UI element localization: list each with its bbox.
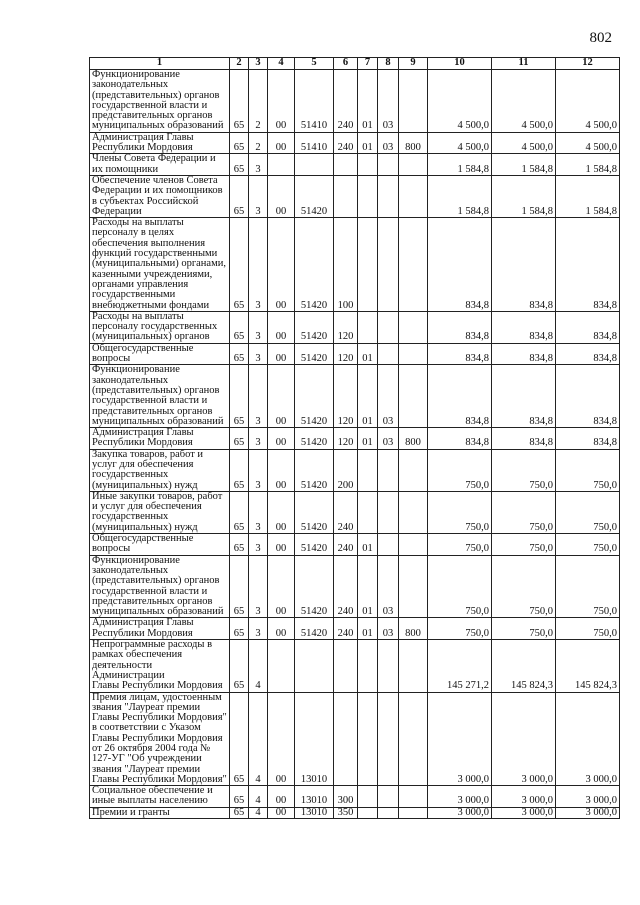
- table-row: [90, 786, 620, 808]
- amount-cell: 834,8: [428, 311, 492, 343]
- code-cell: [399, 175, 428, 217]
- amount-cell: 3 000,0: [556, 692, 620, 786]
- code-cell: 03: [378, 618, 399, 640]
- amount-cell: 834,8: [428, 218, 492, 312]
- table-row: [90, 343, 620, 365]
- code-cell: 200: [334, 449, 358, 491]
- row-name-cell: Функционирование законодательных (представительных) органов государственной власти и представительных органов муниципальных образований: [90, 70, 230, 133]
- code-cell: [268, 154, 295, 176]
- amount-cell: 1 584,8: [556, 154, 620, 176]
- code-cell: 00: [268, 491, 295, 533]
- code-cell: 4: [249, 807, 268, 818]
- row-name-cell: Расходы на выплаты персоналу государственных (муниципальных) органов: [90, 311, 230, 343]
- code-cell: 65: [230, 692, 249, 786]
- code-cell: 00: [268, 70, 295, 133]
- code-cell: [358, 218, 378, 312]
- code-cell: 120: [334, 365, 358, 428]
- code-cell: 65: [230, 365, 249, 428]
- amount-cell: 834,8: [428, 343, 492, 365]
- row-name-cell: Социальное обеспечение и иные выплаты населению: [90, 786, 230, 808]
- code-cell: 00: [268, 132, 295, 154]
- amount-cell: 750,0: [556, 534, 620, 556]
- code-cell: 300: [334, 786, 358, 808]
- amount-cell: 4 500,0: [556, 70, 620, 133]
- amount-cell: 750,0: [556, 555, 620, 618]
- code-cell: 800: [399, 618, 428, 640]
- code-cell: 3: [249, 365, 268, 428]
- code-cell: 4: [249, 692, 268, 786]
- column-header: 7: [358, 58, 378, 70]
- code-cell: 3: [249, 491, 268, 533]
- code-cell: 120: [334, 311, 358, 343]
- code-cell: 4: [249, 640, 268, 692]
- code-cell: 3: [249, 311, 268, 343]
- row-name-cell: Общегосударственные вопросы: [90, 534, 230, 556]
- code-cell: 65: [230, 618, 249, 640]
- amount-cell: 750,0: [428, 534, 492, 556]
- code-cell: 65: [230, 807, 249, 818]
- code-cell: [358, 640, 378, 692]
- code-cell: [378, 175, 399, 217]
- amount-cell: 834,8: [556, 428, 620, 450]
- code-cell: [399, 154, 428, 176]
- code-cell: 00: [268, 449, 295, 491]
- code-cell: 13010: [295, 807, 334, 818]
- code-cell: 03: [378, 555, 399, 618]
- amount-cell: 1 584,8: [428, 175, 492, 217]
- code-cell: 13010: [295, 786, 334, 808]
- code-cell: 3: [249, 175, 268, 217]
- code-cell: 01: [358, 555, 378, 618]
- amount-cell: 3 000,0: [428, 692, 492, 786]
- code-cell: [399, 692, 428, 786]
- table-row: [90, 640, 620, 692]
- code-cell: [399, 449, 428, 491]
- code-cell: 00: [268, 534, 295, 556]
- code-cell: 51420: [295, 428, 334, 450]
- column-header: 12: [556, 58, 620, 70]
- code-cell: 65: [230, 640, 249, 692]
- amount-cell: 750,0: [428, 555, 492, 618]
- code-cell: 2: [249, 70, 268, 133]
- column-header: 4: [268, 58, 295, 70]
- column-header: 8: [378, 58, 399, 70]
- code-cell: 2: [249, 132, 268, 154]
- column-header: 1: [90, 58, 230, 70]
- table-row: [90, 365, 620, 428]
- column-header: 3: [249, 58, 268, 70]
- row-name-cell: Общегосударственные вопросы: [90, 343, 230, 365]
- row-name-cell: Закупка товаров, работ и услуг для обеспечения государственных (муниципальных) нужд: [90, 449, 230, 491]
- code-cell: 65: [230, 534, 249, 556]
- column-header: 2: [230, 58, 249, 70]
- column-header: 11: [492, 58, 556, 70]
- code-cell: 65: [230, 175, 249, 217]
- amount-cell: 1 584,8: [492, 175, 556, 217]
- code-cell: 00: [268, 807, 295, 818]
- amount-cell: 834,8: [492, 365, 556, 428]
- code-cell: 240: [334, 618, 358, 640]
- amount-cell: 4 500,0: [492, 70, 556, 133]
- code-cell: [378, 807, 399, 818]
- code-cell: 00: [268, 786, 295, 808]
- amount-cell: 3 000,0: [556, 807, 620, 818]
- code-cell: 65: [230, 132, 249, 154]
- code-cell: [268, 640, 295, 692]
- code-cell: 240: [334, 70, 358, 133]
- code-cell: 00: [268, 618, 295, 640]
- code-cell: [358, 692, 378, 786]
- amount-cell: 834,8: [492, 311, 556, 343]
- code-cell: 51420: [295, 365, 334, 428]
- code-cell: [295, 640, 334, 692]
- row-name-cell: Непрограммные расходы в рамках обеспечения деятельности Администрации Главы Республики Мордовия: [90, 640, 230, 692]
- table-row: [90, 311, 620, 343]
- amount-cell: 750,0: [428, 491, 492, 533]
- amount-cell: 145 824,3: [492, 640, 556, 692]
- amount-cell: 834,8: [492, 218, 556, 312]
- code-cell: 00: [268, 218, 295, 312]
- code-cell: [334, 640, 358, 692]
- amount-cell: 3 000,0: [492, 692, 556, 786]
- amount-cell: 3 000,0: [492, 786, 556, 808]
- code-cell: 01: [358, 132, 378, 154]
- code-cell: 00: [268, 428, 295, 450]
- code-cell: [378, 640, 399, 692]
- code-cell: 100: [334, 218, 358, 312]
- amount-cell: 750,0: [428, 449, 492, 491]
- budget-table: [89, 57, 620, 819]
- code-cell: [334, 154, 358, 176]
- amount-cell: 4 500,0: [492, 132, 556, 154]
- code-cell: 240: [334, 132, 358, 154]
- amount-cell: 3 000,0: [428, 786, 492, 808]
- code-cell: [358, 786, 378, 808]
- code-cell: 3: [249, 449, 268, 491]
- column-header: 9: [399, 58, 428, 70]
- code-cell: 00: [268, 343, 295, 365]
- table-row: [90, 132, 620, 154]
- amount-cell: 4 500,0: [556, 132, 620, 154]
- amount-cell: 3 000,0: [428, 807, 492, 818]
- code-cell: [358, 311, 378, 343]
- code-cell: 51420: [295, 449, 334, 491]
- code-cell: 65: [230, 311, 249, 343]
- amount-cell: 145 824,3: [556, 640, 620, 692]
- table-row: [90, 807, 620, 818]
- code-cell: 120: [334, 428, 358, 450]
- amount-cell: 3 000,0: [556, 786, 620, 808]
- code-cell: 13010: [295, 692, 334, 786]
- amount-cell: 834,8: [492, 428, 556, 450]
- code-cell: 800: [399, 428, 428, 450]
- code-cell: 240: [334, 534, 358, 556]
- code-cell: 350: [334, 807, 358, 818]
- code-cell: [399, 311, 428, 343]
- code-cell: [399, 534, 428, 556]
- amount-cell: 750,0: [556, 618, 620, 640]
- code-cell: [358, 491, 378, 533]
- code-cell: [378, 343, 399, 365]
- code-cell: 65: [230, 786, 249, 808]
- amount-cell: 145 271,2: [428, 640, 492, 692]
- code-cell: 65: [230, 449, 249, 491]
- code-cell: [358, 175, 378, 217]
- code-cell: 03: [378, 365, 399, 428]
- code-cell: 51420: [295, 491, 334, 533]
- row-name-cell: Обеспечение членов Совета Федерации и их помощников в субъектах Российской Федерации: [90, 175, 230, 217]
- code-cell: 01: [358, 534, 378, 556]
- code-cell: [358, 807, 378, 818]
- amount-cell: 750,0: [492, 618, 556, 640]
- code-cell: 00: [268, 555, 295, 618]
- amount-cell: 1 584,8: [428, 154, 492, 176]
- amount-cell: 834,8: [428, 365, 492, 428]
- table-row: [90, 618, 620, 640]
- code-cell: 3: [249, 428, 268, 450]
- amount-cell: 750,0: [492, 534, 556, 556]
- code-cell: 00: [268, 311, 295, 343]
- code-cell: 01: [358, 365, 378, 428]
- amount-cell: 750,0: [492, 449, 556, 491]
- code-cell: [399, 491, 428, 533]
- table-row: [90, 692, 620, 786]
- amount-cell: 834,8: [492, 343, 556, 365]
- code-cell: [378, 692, 399, 786]
- amount-cell: 750,0: [556, 449, 620, 491]
- amount-cell: 4 500,0: [428, 70, 492, 133]
- row-name-cell: Функционирование законодательных (представительных) органов государственной власти и представительных органов муниципальных образований: [90, 365, 230, 428]
- code-cell: 3: [249, 154, 268, 176]
- code-cell: 800: [399, 132, 428, 154]
- amount-cell: 750,0: [492, 491, 556, 533]
- column-header: 10: [428, 58, 492, 70]
- code-cell: 65: [230, 428, 249, 450]
- code-cell: [378, 154, 399, 176]
- amount-cell: 834,8: [556, 365, 620, 428]
- table-row: [90, 175, 620, 217]
- code-cell: [378, 449, 399, 491]
- code-cell: [358, 449, 378, 491]
- code-cell: 65: [230, 491, 249, 533]
- table-header-row: [90, 58, 620, 70]
- amount-cell: 834,8: [556, 311, 620, 343]
- page-number: 802: [589, 30, 612, 46]
- row-name-cell: Иные закупки товаров, работ и услуг для обеспечения государственных (муниципальных) нужд: [90, 491, 230, 533]
- code-cell: 01: [358, 618, 378, 640]
- table-row: [90, 218, 620, 312]
- code-cell: [378, 491, 399, 533]
- code-cell: [295, 154, 334, 176]
- table-row: [90, 154, 620, 176]
- code-cell: 3: [249, 343, 268, 365]
- code-cell: 51410: [295, 70, 334, 133]
- code-cell: 00: [268, 692, 295, 786]
- table-row: [90, 534, 620, 556]
- row-name-cell: Администрация Главы Республики Мордовия: [90, 618, 230, 640]
- amount-cell: 750,0: [556, 491, 620, 533]
- code-cell: 3: [249, 218, 268, 312]
- code-cell: [334, 175, 358, 217]
- code-cell: [358, 154, 378, 176]
- code-cell: [399, 786, 428, 808]
- row-name-cell: Члены Совета Федерации и их помощники: [90, 154, 230, 176]
- column-header: 5: [295, 58, 334, 70]
- row-name-cell: Функционирование законодательных (представительных) органов государственной власти и представительных органов муниципальных образований: [90, 555, 230, 618]
- code-cell: 65: [230, 218, 249, 312]
- code-cell: 51420: [295, 534, 334, 556]
- amount-cell: 834,8: [556, 218, 620, 312]
- row-name-cell: Премия лицам, удостоенным звания "Лауреат премии Главы Республики Мордовия" в соответствии с Указом Главы Республики Мордовия от 26 октября 2004 года № 127-УГ "Об учреждении звания "Лауреат премии Главы Республики Мордовия": [90, 692, 230, 786]
- code-cell: 3: [249, 555, 268, 618]
- code-cell: [378, 534, 399, 556]
- code-cell: [378, 311, 399, 343]
- amount-cell: 834,8: [556, 343, 620, 365]
- code-cell: 65: [230, 70, 249, 133]
- table-body: [90, 70, 620, 819]
- code-cell: 65: [230, 154, 249, 176]
- code-cell: 51420: [295, 343, 334, 365]
- code-cell: 51420: [295, 218, 334, 312]
- code-cell: 51420: [295, 175, 334, 217]
- amount-cell: 750,0: [428, 618, 492, 640]
- code-cell: 03: [378, 428, 399, 450]
- code-cell: [399, 343, 428, 365]
- amount-cell: 834,8: [428, 428, 492, 450]
- code-cell: 00: [268, 175, 295, 217]
- amount-cell: 750,0: [492, 555, 556, 618]
- code-cell: [399, 365, 428, 428]
- amount-cell: 4 500,0: [428, 132, 492, 154]
- code-cell: 51420: [295, 618, 334, 640]
- code-cell: 51420: [295, 555, 334, 618]
- row-name-cell: Расходы на выплаты персоналу в целях обеспечения выполнения функций государственными (муниципальными) органами, казенными учреждениями, органами управления государственными внебюджетными фондами: [90, 218, 230, 312]
- column-header: 6: [334, 58, 358, 70]
- code-cell: 51420: [295, 311, 334, 343]
- code-cell: [399, 807, 428, 818]
- code-cell: 01: [358, 428, 378, 450]
- code-cell: 00: [268, 365, 295, 428]
- code-cell: 240: [334, 491, 358, 533]
- table-row: [90, 491, 620, 533]
- code-cell: 65: [230, 555, 249, 618]
- row-name-cell: Администрация Главы Республики Мордовия: [90, 132, 230, 154]
- code-cell: 51410: [295, 132, 334, 154]
- code-cell: [399, 70, 428, 133]
- code-cell: 65: [230, 343, 249, 365]
- row-name-cell: Премии и гранты: [90, 807, 230, 818]
- code-cell: 3: [249, 618, 268, 640]
- code-cell: 120: [334, 343, 358, 365]
- code-cell: [399, 218, 428, 312]
- amount-cell: 3 000,0: [492, 807, 556, 818]
- amount-cell: 1 584,8: [492, 154, 556, 176]
- table-row: [90, 449, 620, 491]
- code-cell: [378, 786, 399, 808]
- code-cell: [399, 555, 428, 618]
- code-cell: 01: [358, 343, 378, 365]
- table-row: [90, 555, 620, 618]
- code-cell: 3: [249, 534, 268, 556]
- code-cell: 01: [358, 70, 378, 133]
- code-cell: 03: [378, 132, 399, 154]
- code-cell: 4: [249, 786, 268, 808]
- code-cell: [378, 218, 399, 312]
- table-row: [90, 428, 620, 450]
- code-cell: 03: [378, 70, 399, 133]
- row-name-cell: Администрация Главы Республики Мордовия: [90, 428, 230, 450]
- code-cell: [334, 692, 358, 786]
- amount-cell: 1 584,8: [556, 175, 620, 217]
- code-cell: 240: [334, 555, 358, 618]
- code-cell: [399, 640, 428, 692]
- table-row: [90, 70, 620, 133]
